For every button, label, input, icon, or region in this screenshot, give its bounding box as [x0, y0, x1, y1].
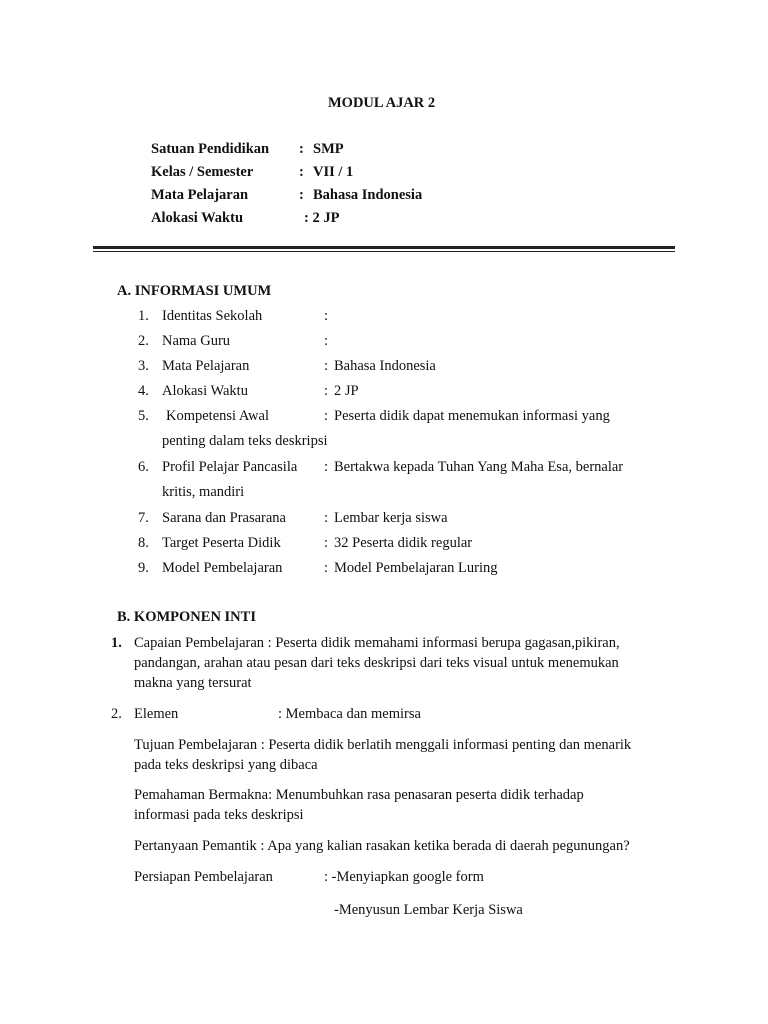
item-sep: : — [324, 535, 329, 551]
item-number: 7. — [138, 510, 149, 526]
item-number: 2. — [138, 333, 149, 349]
item-number: 3. — [138, 358, 149, 374]
paragraph-line: Pemahaman Bermakna: Menumbuhkan rasa penasaran peserta didik terhadap — [134, 787, 584, 803]
item-label: Profil Pelajar Pancasila — [162, 459, 298, 475]
header-label: Kelas / Semester — [151, 164, 254, 180]
header-value: Bahasa Indonesia — [313, 187, 423, 203]
item-value: Bahasa Indonesia — [334, 358, 436, 374]
item-value: Peserta didik dapat menemukan informasi yang — [334, 408, 610, 424]
item-number: 2. — [111, 706, 122, 722]
paragraph-line: pandangan, arahan atau pesan dari teks deskripsi dari teks visual untuk menemukan — [134, 655, 619, 671]
item-number: 6. — [138, 459, 149, 475]
item-number: 1. — [111, 635, 122, 651]
header-value: VII / 1 — [313, 164, 354, 180]
item-label: Nama Guru — [162, 333, 231, 349]
item-sep: : — [324, 408, 329, 424]
item-number: 5. — [138, 408, 149, 424]
item-value: 32 Peserta didik regular — [334, 535, 473, 551]
item-value: Lembar kerja siswa — [334, 510, 448, 526]
paragraph-line: Capaian Pembelajaran : Peserta didik memahami informasi berupa gagasan,pikiran, — [134, 635, 620, 651]
elemen-label: Elemen — [134, 706, 179, 722]
item-sep: : — [324, 459, 329, 475]
item-value: 2 JP — [334, 383, 359, 399]
header-sep: : — [299, 164, 304, 180]
header-label: Satuan Pendidikan — [151, 141, 270, 157]
paragraph-line: informasi pada teks deskripsi — [134, 807, 304, 823]
persiapan-value: -Menyusun Lembar Kerja Siswa — [334, 902, 523, 918]
item-value: Bertakwa kepada Tuhan Yang Maha Esa, bernalar — [334, 459, 624, 475]
item-number: 4. — [138, 383, 149, 399]
item-number: 1. — [138, 308, 149, 324]
item-sep: : — [324, 560, 329, 576]
pertanyaan-pemantik: Pertanyaan Pemantik : Apa yang kalian rasakan ketika berada di daerah pegunungan? — [134, 838, 630, 854]
item-label: Target Peserta Didik — [162, 535, 281, 551]
item-sep: : — [324, 308, 329, 324]
persiapan-label: Persiapan Pembelajaran — [134, 869, 273, 885]
item-number: 9. — [138, 560, 149, 576]
divider-thick — [93, 246, 675, 249]
paragraph-line: pada teks deskripsi yang dibaca — [134, 757, 318, 773]
header-sep: : — [299, 141, 304, 157]
section-b-heading: B. KOMPONEN INTI — [117, 609, 256, 625]
elemen-value: : Membaca dan memirsa — [278, 706, 421, 722]
item-value: Model Pembelajaran Luring — [334, 560, 498, 576]
item-sep: : — [324, 358, 329, 374]
item-value-continued: penting dalam teks deskripsi — [162, 433, 328, 449]
paragraph-line: Tujuan Pembelajaran : Peserta didik berlatih menggali informasi penting dan menarik — [134, 737, 632, 753]
header-value: : 2 JP — [304, 210, 340, 226]
page-title: MODUL AJAR 2 — [328, 95, 436, 111]
paragraph-line: makna yang tersurat — [134, 675, 252, 691]
header-label: Mata Pelajaran — [151, 187, 249, 203]
item-value-continued: kritis, mandiri — [162, 484, 245, 500]
divider-thin — [93, 251, 675, 252]
item-sep: : — [324, 510, 329, 526]
header-sep: : — [299, 187, 304, 203]
item-label: Alokasi Waktu — [162, 383, 248, 399]
item-label: Model Pembelajaran — [162, 560, 283, 576]
item-label: Identitas Sekolah — [162, 308, 263, 324]
header-label: Alokasi Waktu — [151, 210, 244, 226]
item-sep: : — [324, 383, 329, 399]
item-number: 8. — [138, 535, 149, 551]
item-label: Sarana dan Prasarana — [162, 510, 286, 526]
item-sep: : — [324, 333, 329, 349]
item-label: Mata Pelajaran — [162, 358, 250, 374]
section-a-heading: A. INFORMASI UMUM — [117, 283, 272, 299]
persiapan-value: : -Menyiapkan google form — [324, 869, 484, 885]
item-label: Kompetensi Awal — [166, 408, 269, 424]
header-value: SMP — [313, 141, 344, 157]
